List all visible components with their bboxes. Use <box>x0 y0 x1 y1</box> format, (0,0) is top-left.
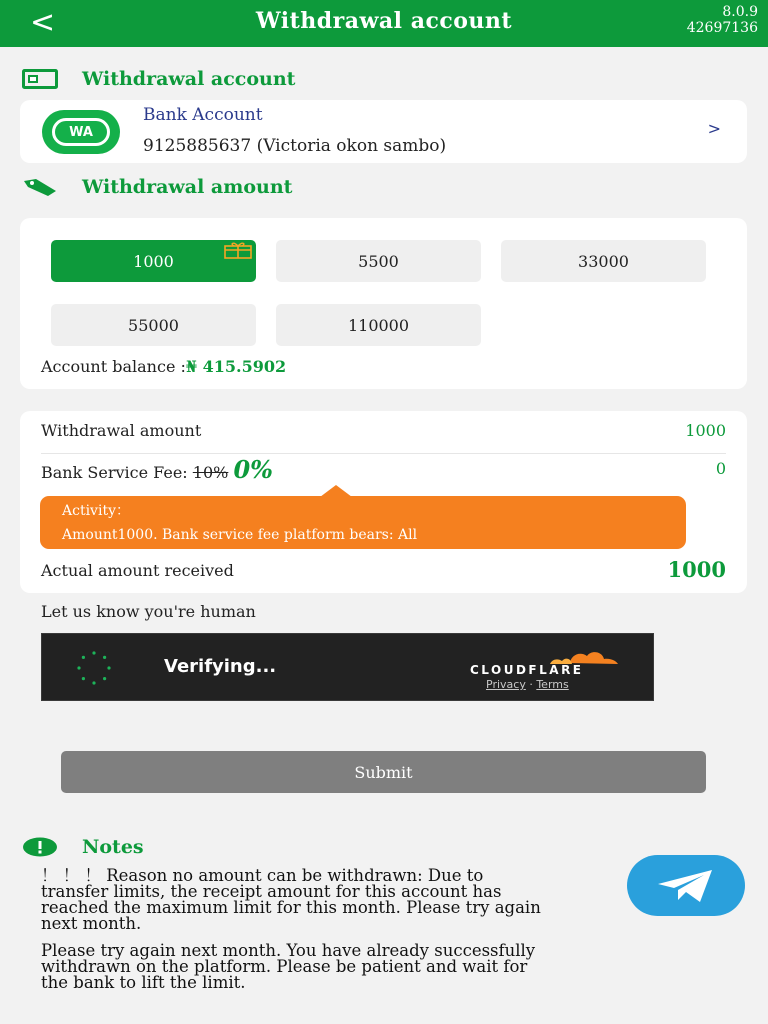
gift-icon <box>223 241 253 259</box>
bank-account-card[interactable] <box>20 100 747 163</box>
notes-line: withdrawn on the platform. Please be patient and wait for <box>41 957 528 976</box>
spinner-icon <box>76 650 112 686</box>
amount-option-5500[interactable] <box>276 240 481 282</box>
version-number: 8.0.9 <box>722 4 758 20</box>
fee-summary-card <box>20 411 747 593</box>
back-button[interactable]: < <box>30 5 56 40</box>
cloudflare-brand: CLOUDFLARE <box>470 663 584 677</box>
actual-amount-value: 1000 <box>667 557 726 582</box>
version-info <box>687 4 758 36</box>
captcha-prompt: Let us know you're human <box>41 602 256 621</box>
build-number: 42697136 <box>686 20 758 36</box>
popup-message: Amount1000. Bank service fee platform bears: All <box>62 527 418 543</box>
notes-line: Please try again next month. You have already successfully <box>41 941 536 960</box>
terms-link[interactable]: Terms <box>536 678 569 691</box>
bank-account-label: Bank Account <box>143 105 263 125</box>
account-balance <box>41 357 286 376</box>
notes-paragraph-2 <box>41 943 731 991</box>
notes-line: next month. <box>41 914 142 933</box>
amount-option-55000[interactable] <box>51 304 256 346</box>
notes-line: transfer limits, the receipt amount for this account has <box>41 882 502 901</box>
amount-option-label: 5500 <box>358 251 399 271</box>
submit-button[interactable]: Submit <box>61 751 706 793</box>
service-fee-old: 10% <box>192 463 229 482</box>
amount-card <box>20 218 747 389</box>
service-fee-value: 0 <box>715 459 726 478</box>
bank-account-number: 9125885637 (Victoria okon sambo) <box>143 136 447 156</box>
activity-popup <box>40 496 686 549</box>
amount-section-title: Withdrawal amount <box>82 176 293 198</box>
top-bar <box>0 0 768 47</box>
page-title: Withdrawal account <box>255 8 513 34</box>
service-fee-label: Bank Service Fee: <box>41 463 193 482</box>
actual-amount-label: Actual amount received <box>41 561 234 580</box>
notes-header <box>22 836 144 858</box>
withdrawal-amount-label: Withdrawal amount <box>41 421 202 440</box>
telegram-button[interactable] <box>627 855 745 916</box>
exclamation-icon <box>22 837 58 857</box>
notes-line: the bank to lift the limit. <box>41 973 246 992</box>
amount-option-label: 33000 <box>578 251 629 271</box>
amount-option-110000[interactable] <box>276 304 481 346</box>
divider <box>41 453 726 454</box>
balance-label: Account balance : <box>41 357 186 376</box>
notes-line: reached the maximum limit for this month. Please try again <box>41 898 541 917</box>
amount-option-label: 55000 <box>128 315 179 335</box>
wallet-icon <box>22 69 58 89</box>
withdrawal-amount-value: 1000 <box>685 421 726 440</box>
amount-option-33000[interactable] <box>501 240 706 282</box>
cloudflare-widget[interactable] <box>41 633 654 701</box>
service-fee-new: 0% <box>233 455 273 484</box>
captcha-status: Verifying... <box>164 656 277 677</box>
amount-option-1000[interactable] <box>51 240 256 282</box>
bank-logo-text: WA <box>52 118 110 146</box>
amount-option-label: 110000 <box>347 315 410 335</box>
tag-icon <box>22 177 58 197</box>
privacy-link[interactable]: Privacy <box>486 678 526 691</box>
bank-logo <box>42 110 120 154</box>
telegram-icon <box>654 868 718 904</box>
chevron-right-icon[interactable]: > <box>707 119 721 138</box>
notes-line: ！ ！ ！ Reason no amount can be withdrawn: Due to <box>41 866 484 885</box>
service-fee-row <box>41 455 273 484</box>
account-section-title: Withdrawal account <box>82 68 296 90</box>
link-separator: · <box>529 678 533 691</box>
popup-title: Activity： <box>62 503 130 519</box>
amount-section-header <box>22 176 292 198</box>
notes-title: Notes <box>82 836 144 858</box>
account-section-header <box>22 68 295 90</box>
cloudflare-links <box>486 678 569 691</box>
balance-value: ₦ 415.5902 <box>185 357 287 376</box>
amount-option-label: 1000 <box>133 251 174 271</box>
